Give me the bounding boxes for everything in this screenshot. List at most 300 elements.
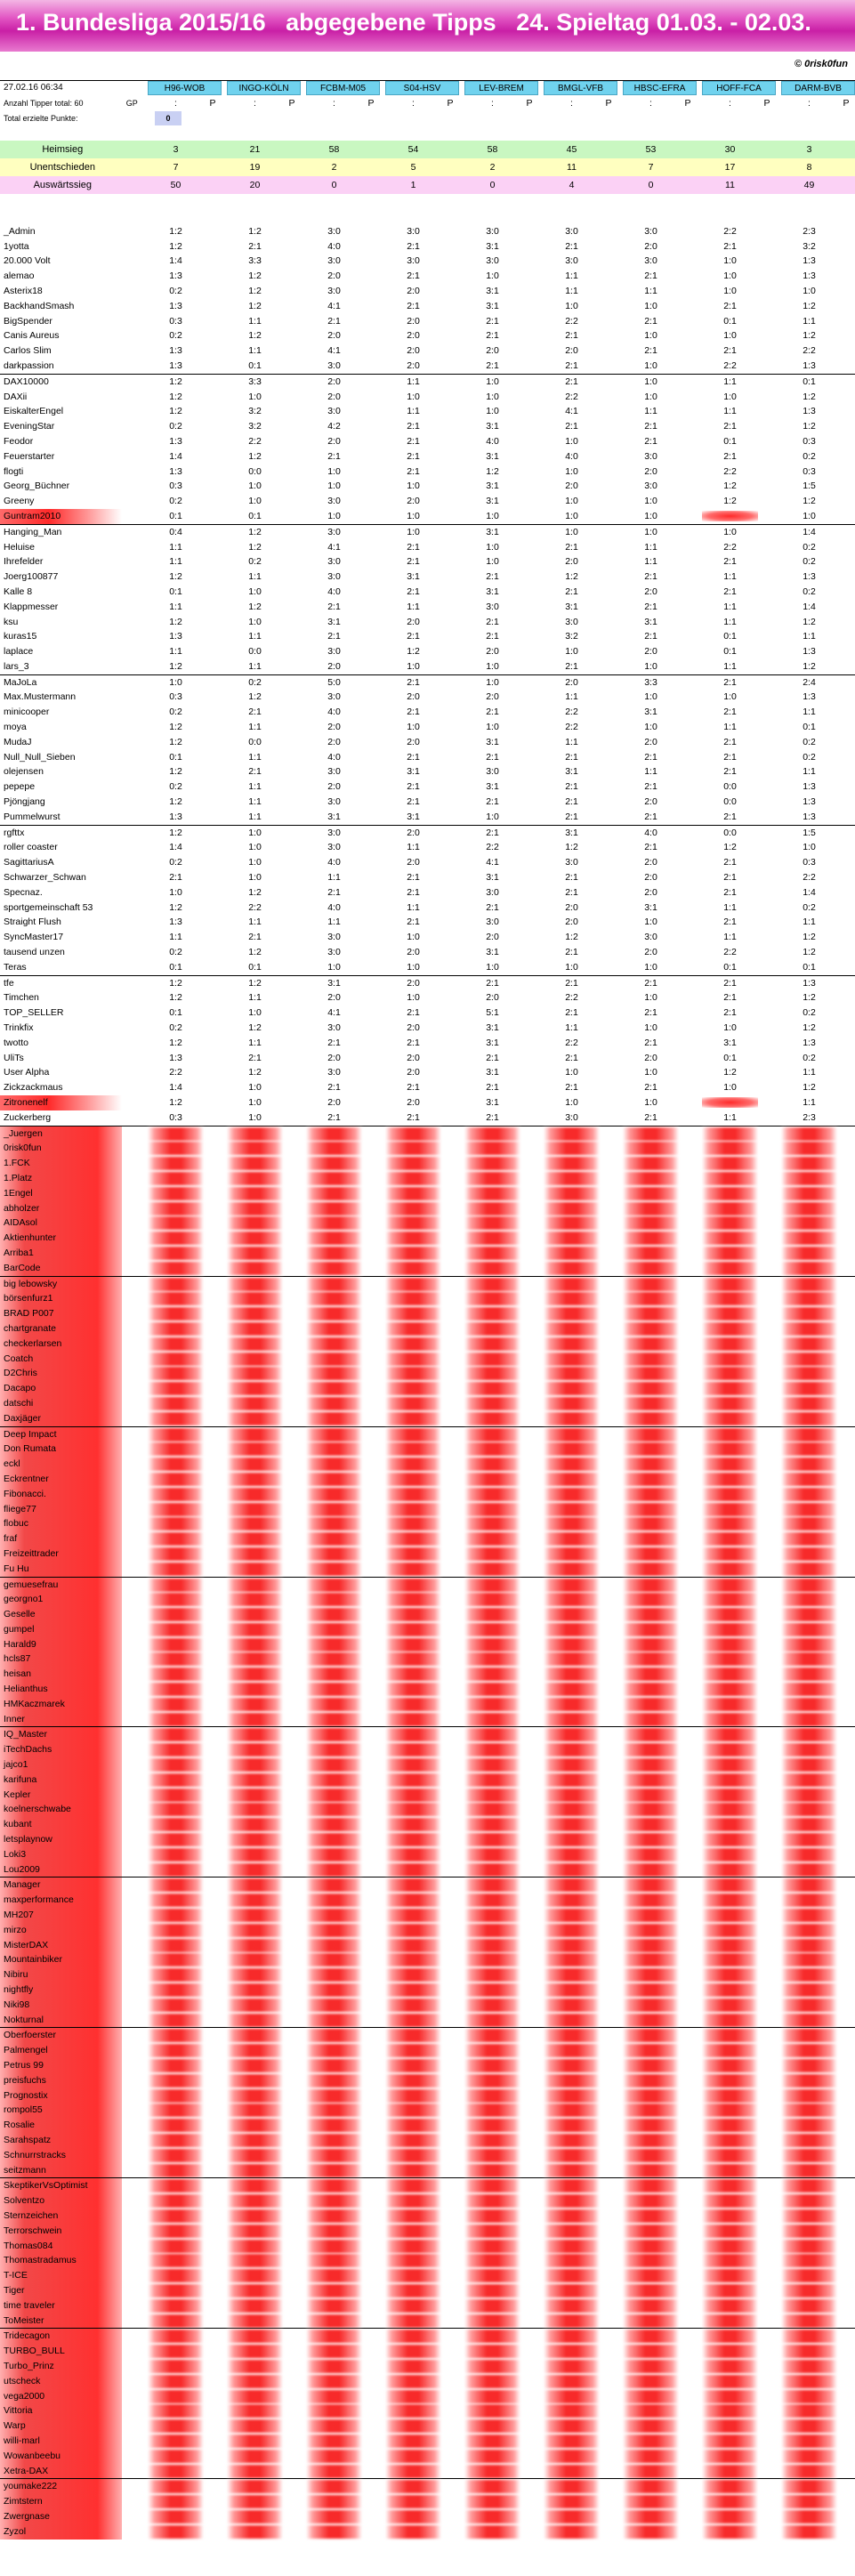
- tip-value: 0:3: [169, 691, 182, 703]
- points-value: [441, 870, 459, 885]
- tip-cell: [544, 2088, 617, 2104]
- tip-cell: [702, 1667, 776, 1682]
- points-value: [362, 735, 380, 750]
- hidden-tip: [464, 1968, 520, 1982]
- tip-value: 1:3: [803, 359, 816, 371]
- tip-value: 2:1: [248, 932, 262, 943]
- tip-value: 0:1: [169, 751, 182, 763]
- hidden-tip: [148, 1968, 204, 1982]
- tip-cell: [623, 855, 697, 870]
- tip-value: 0:0: [723, 781, 737, 793]
- tip-cell: [227, 1667, 301, 1682]
- player-row: [0, 900, 855, 916]
- points-value: [679, 1005, 697, 1021]
- stats-value: 1: [410, 180, 416, 191]
- tip-cell: [464, 2298, 538, 2314]
- points-value: [600, 404, 617, 419]
- player-name: Petrus 99: [0, 2058, 122, 2073]
- tip-points-header: [306, 96, 380, 111]
- tip-cell: [385, 269, 459, 284]
- hidden-tip: [148, 1698, 204, 1711]
- player-row: [0, 479, 855, 494]
- gp-spacer: [122, 158, 142, 176]
- tip-cell: [702, 690, 776, 705]
- tip-value: 2:1: [486, 977, 499, 989]
- hidden-tip: [385, 1353, 441, 1366]
- tip-cell: [781, 690, 855, 705]
- tip-cell: [464, 479, 538, 494]
- hidden-player-row: [0, 1967, 855, 1982]
- tip-value: 3:0: [644, 225, 657, 237]
- tip-cell: [385, 2434, 459, 2449]
- tip-cell: [385, 2133, 459, 2148]
- tip-cell: [227, 1712, 301, 1727]
- tip-cell: [306, 659, 380, 674]
- hidden-tip: [623, 1789, 679, 1802]
- points-value: [600, 960, 617, 975]
- points-value: [441, 2434, 459, 2449]
- tip-value: 1:1: [803, 1097, 816, 1108]
- hidden-tip: [148, 1713, 204, 1726]
- hidden-tip: [464, 1638, 520, 1651]
- tip-cell: [148, 960, 222, 975]
- hidden-tip: [148, 1187, 204, 1200]
- tip-cell: [544, 1065, 617, 1080]
- tip-cell: [148, 284, 222, 299]
- tip-cell: [702, 1215, 776, 1231]
- tip-value: 3:1: [327, 977, 341, 989]
- points-value: [362, 990, 380, 1005]
- points-value: [600, 2464, 617, 2479]
- tip-value: 1:1: [407, 375, 420, 387]
- hidden-player-row: [0, 1592, 855, 1607]
- stats-cell: [385, 141, 459, 158]
- points-value: [679, 1156, 697, 1171]
- player-name: ToMeister: [0, 2314, 122, 2329]
- hidden-tip: [306, 1488, 362, 1501]
- hidden-tip: [702, 1668, 758, 1681]
- tip-cell: [227, 1215, 301, 1231]
- hidden-tip: [385, 1652, 441, 1666]
- hidden-tip: [464, 1909, 520, 1922]
- tip-cell: [781, 1487, 855, 1502]
- points-value: [283, 1366, 301, 1381]
- tip-cell: [385, 328, 459, 343]
- points-value: [204, 779, 222, 795]
- tip-cell: [306, 540, 380, 555]
- hidden-tip: [227, 2450, 283, 2463]
- tip-value: 2:0: [565, 901, 578, 913]
- player-name: Timchen: [4, 992, 39, 1004]
- hidden-tip: [702, 2404, 758, 2418]
- points-value: [600, 1546, 617, 1562]
- tip-cell: [227, 1607, 301, 1622]
- tip-cell: [544, 1487, 617, 1502]
- tip-cell: [385, 2494, 459, 2509]
- player-name: Feodor: [4, 435, 34, 447]
- tip-value: 2:0: [565, 676, 578, 688]
- hidden-tip: [385, 1563, 441, 1576]
- hidden-tip: [148, 1307, 204, 1320]
- tip-cell: [464, 1773, 538, 1788]
- points-value: [441, 1005, 459, 1021]
- hidden-player-row: [0, 1502, 855, 1517]
- points-value: [758, 2058, 776, 2073]
- hidden-tip: [544, 1593, 600, 1606]
- tip-cell: [385, 1727, 459, 1742]
- tip-value: 0:0: [248, 465, 262, 477]
- tip-value: 0:1: [723, 435, 737, 447]
- player-name: Fibonacci.: [0, 1487, 122, 1502]
- points-value: [441, 2088, 459, 2104]
- points-value: [837, 1607, 855, 1622]
- hidden-tip: [623, 1216, 679, 1230]
- tip-cell: [544, 1727, 617, 1742]
- tip-value: 0:1: [803, 722, 816, 733]
- points-value: [679, 284, 697, 299]
- tip-cell: [385, 1757, 459, 1773]
- points-value: [362, 600, 380, 615]
- points-value: [441, 404, 459, 419]
- tip-cell: [702, 2193, 776, 2209]
- points-value: [600, 644, 617, 659]
- colon: :: [570, 97, 573, 109]
- tip-cell: [385, 569, 459, 585]
- points-value: [204, 629, 222, 644]
- tip-cell: [702, 1186, 776, 1201]
- points-value: [362, 1727, 380, 1742]
- tip-cell: [306, 629, 380, 644]
- tip-cell: [544, 1201, 617, 1216]
- player-name: Oberfoerster: [0, 2028, 122, 2043]
- tip-cell: [623, 1742, 697, 1757]
- tip-value: 1:3: [169, 359, 182, 371]
- hidden-player-row: [0, 1802, 855, 1817]
- points-value: [520, 390, 538, 405]
- hidden-tip: [702, 1231, 758, 1245]
- points-value: [204, 449, 222, 464]
- hidden-tip: [306, 1262, 362, 1275]
- hidden-player-row: [0, 1877, 855, 1893]
- stats-cell: [306, 158, 380, 176]
- points-value: [679, 2058, 697, 2073]
- points-value: [204, 343, 222, 359]
- tip-value: 2:0: [565, 345, 578, 357]
- points-value: [362, 1531, 380, 1546]
- tip-cell: [464, 1817, 538, 1832]
- hidden-tip: [385, 2450, 441, 2463]
- tip-cell: [781, 600, 855, 615]
- points-value: [758, 1156, 776, 1171]
- points-value: [679, 2494, 697, 2509]
- points-value: [837, 705, 855, 720]
- points-value: [204, 1321, 222, 1336]
- tip-value: 2:1: [723, 872, 737, 884]
- points-value: [441, 1171, 459, 1186]
- points-value: [837, 885, 855, 900]
- hidden-player-row: [0, 2298, 855, 2314]
- player-name: HMKaczmarek: [0, 1697, 122, 1712]
- hidden-tip: [781, 1668, 837, 1681]
- tip-cell: [227, 2479, 301, 2494]
- hidden-tip: [385, 2014, 441, 2027]
- hidden-tip: [464, 2254, 520, 2267]
- points-value: [758, 855, 776, 870]
- tip-cell: [227, 1578, 301, 1593]
- tip-cell: [464, 269, 538, 284]
- hidden-tip: [623, 2254, 679, 2267]
- points-value: [679, 375, 697, 390]
- points-value: [600, 2509, 617, 2524]
- hidden-tip: [544, 2074, 600, 2087]
- tip-cell: [702, 359, 776, 374]
- tip-cell: [544, 1817, 617, 1832]
- tip-cell: [148, 2344, 222, 2359]
- player-name: 1yotta: [4, 240, 29, 252]
- points-value: [441, 2464, 459, 2479]
- points-value: [679, 1788, 697, 1803]
- tip-value: 2:0: [565, 480, 578, 492]
- tip-cell: [544, 269, 617, 284]
- hidden-tip: [227, 1789, 283, 1802]
- tip-cell: [623, 284, 697, 299]
- player-name: TURBO_BULL: [0, 2344, 122, 2359]
- hidden-tip: [148, 2284, 204, 2297]
- hidden-tip: [702, 2209, 758, 2223]
- points-value: [837, 1697, 855, 1712]
- hidden-tip: [464, 2149, 520, 2162]
- tip-value: 0:3: [169, 315, 182, 327]
- tip-cell: [781, 659, 855, 674]
- points-value: [204, 1036, 222, 1051]
- points-value: [204, 434, 222, 449]
- match-label: S04-HSV: [385, 81, 459, 95]
- stats-value: 0: [648, 180, 654, 191]
- points-value: [758, 1637, 776, 1652]
- points-value: [758, 299, 776, 314]
- hidden-tip: [227, 1683, 283, 1696]
- tip-cell: [464, 1472, 538, 1487]
- tip-cell: [385, 2163, 459, 2178]
- tip-value: 2:1: [723, 857, 737, 868]
- points-value: [600, 569, 617, 585]
- tip-cell: [464, 1607, 538, 1622]
- tip-value: 2:0: [407, 977, 420, 989]
- hidden-tip: [227, 1878, 283, 1892]
- hidden-tip: [544, 2269, 600, 2282]
- points-value: [679, 1682, 697, 1697]
- points-value: [758, 585, 776, 600]
- points-value: [679, 2374, 697, 2389]
- points-value: [600, 269, 617, 284]
- points-value: [520, 644, 538, 659]
- points-value: [204, 1065, 222, 1080]
- points-value: [204, 2103, 222, 2118]
- points-value: [283, 1923, 301, 1938]
- points-value: [441, 390, 459, 405]
- points-value: [837, 1095, 855, 1110]
- tip-cell: [464, 750, 538, 765]
- hidden-player-row: [0, 1381, 855, 1396]
- tip-cell: [385, 615, 459, 630]
- tip-cell: [148, 1472, 222, 1487]
- points-value: [362, 2253, 380, 2268]
- tip-value: 2:1: [248, 707, 262, 718]
- tip-cell: [227, 1832, 301, 1847]
- hidden-tip: [464, 2225, 520, 2238]
- points-value: [758, 1923, 776, 1938]
- points-value: [204, 1592, 222, 1607]
- hidden-tip: [781, 2330, 837, 2343]
- tip-cell: [306, 2163, 380, 2178]
- tip-value: 1:1: [327, 917, 341, 928]
- tip-cell: [148, 1712, 222, 1727]
- points-value: [758, 1441, 776, 1457]
- hidden-tip: [464, 2284, 520, 2297]
- tip-value: 1:2: [169, 977, 182, 989]
- points-value: [362, 1862, 380, 1877]
- hidden-tip: [623, 2149, 679, 2162]
- tip-value: 3:0: [644, 450, 657, 462]
- tip-cell: [227, 390, 301, 405]
- gp-cell: [122, 1908, 142, 1923]
- points-value: [679, 2209, 697, 2224]
- hidden-tip: [227, 2480, 283, 2493]
- points-value: [362, 2494, 380, 2509]
- hidden-tip: [464, 1503, 520, 1516]
- hidden-tip: [148, 1894, 204, 1907]
- hidden-tip: [306, 1382, 362, 1395]
- hidden-tip: [385, 2314, 441, 2328]
- tip-value: 0:1: [169, 510, 182, 521]
- points-value: [362, 1036, 380, 1051]
- points-value: [520, 284, 538, 299]
- player-row: [0, 750, 855, 765]
- tip-cell: [781, 2118, 855, 2133]
- points-value: [679, 479, 697, 494]
- p-label: P: [526, 97, 533, 109]
- tip-cell: [702, 2209, 776, 2224]
- tip-cell: [623, 1893, 697, 1908]
- hidden-player-row: [0, 2328, 855, 2344]
- tip-cell: [227, 1427, 301, 1442]
- tip-cell: [702, 2043, 776, 2058]
- player-name: User Alpha: [4, 1067, 50, 1078]
- points-value: [204, 764, 222, 779]
- hidden-tip: [544, 1247, 600, 1260]
- hidden-tip: [306, 1547, 362, 1561]
- tip-cell: [385, 359, 459, 374]
- hidden-tip: [148, 2390, 204, 2403]
- hidden-tip: [544, 2465, 600, 2478]
- tip-cell: [306, 2419, 380, 2434]
- tip-cell: [385, 1306, 459, 1321]
- tip-cell: [464, 1651, 538, 1667]
- points-value: [283, 1381, 301, 1396]
- tip-cell: [464, 1457, 538, 1472]
- points-value: [837, 2298, 855, 2314]
- points-value: [600, 1141, 617, 1156]
- gp-cell: [122, 299, 142, 314]
- tip-cell: [148, 976, 222, 991]
- tip-value: 0:0: [248, 736, 262, 747]
- hidden-tip: [227, 2104, 283, 2117]
- tip-value: 2:1: [565, 240, 578, 252]
- points-value: [441, 1080, 459, 1095]
- hidden-tip: [544, 1231, 600, 1245]
- points-value: [441, 509, 459, 524]
- hidden-tip: [464, 1262, 520, 1275]
- tip-cell: [148, 795, 222, 810]
- tip-cell: [148, 1938, 222, 1953]
- hidden-tip: [544, 1623, 600, 1636]
- hidden-tip: [306, 1579, 362, 1592]
- hidden-tip: [702, 1142, 758, 1155]
- gp-cell: [122, 1847, 142, 1862]
- tip-value: 1:2: [169, 571, 182, 583]
- hidden-tip: [148, 2044, 204, 2057]
- hidden-tip: [544, 1968, 600, 1982]
- tip-value: 2:0: [565, 917, 578, 928]
- tip-value: 1:1: [169, 932, 182, 943]
- tip-cell: [623, 1156, 697, 1171]
- hidden-tip: [227, 2375, 283, 2388]
- points-value: [837, 1366, 855, 1381]
- player-name: letsplaynow: [0, 1832, 122, 1847]
- hidden-tip: [385, 2419, 441, 2433]
- tip-cell: [148, 2419, 222, 2434]
- points-value: [362, 2209, 380, 2224]
- hidden-tip: [702, 1698, 758, 1711]
- points-value: [441, 1441, 459, 1457]
- tip-value: 1:1: [169, 646, 182, 658]
- tip-cell: [385, 1396, 459, 1411]
- hidden-tip: [306, 2029, 362, 2042]
- tip-cell: [781, 764, 855, 779]
- tip-cell: [623, 1396, 697, 1411]
- gp-cell: [122, 1457, 142, 1472]
- tip-cell: [148, 2133, 222, 2148]
- tip-cell: [623, 1215, 697, 1231]
- points-value: [204, 2178, 222, 2193]
- hidden-tip: [385, 2164, 441, 2177]
- points-value: [283, 359, 301, 374]
- tip-cell: [781, 2329, 855, 2344]
- tip-cell: [227, 2058, 301, 2073]
- points-value: [600, 976, 617, 991]
- points-value: [441, 2209, 459, 2224]
- tip-value: 2:1: [407, 271, 420, 282]
- hidden-tip: [227, 2119, 283, 2132]
- points-value: [758, 314, 776, 329]
- tip-cell: [781, 1472, 855, 1487]
- tip-cell: [148, 390, 222, 405]
- tip-value: 3:1: [327, 811, 341, 822]
- points-value: [837, 690, 855, 705]
- tip-value: 0:2: [169, 947, 182, 958]
- tip-cell: [148, 1065, 222, 1080]
- points-value: [600, 1352, 617, 1367]
- tip-value: 1:0: [486, 375, 499, 387]
- gp-cell: [122, 1727, 142, 1742]
- points-value: [758, 1472, 776, 1487]
- tip-cell: [385, 810, 459, 825]
- points-value: [837, 1411, 855, 1426]
- tip-cell: [464, 1065, 538, 1080]
- tip-value: 0:2: [169, 707, 182, 718]
- player-row: [0, 494, 855, 509]
- hidden-tip: [385, 1728, 441, 1741]
